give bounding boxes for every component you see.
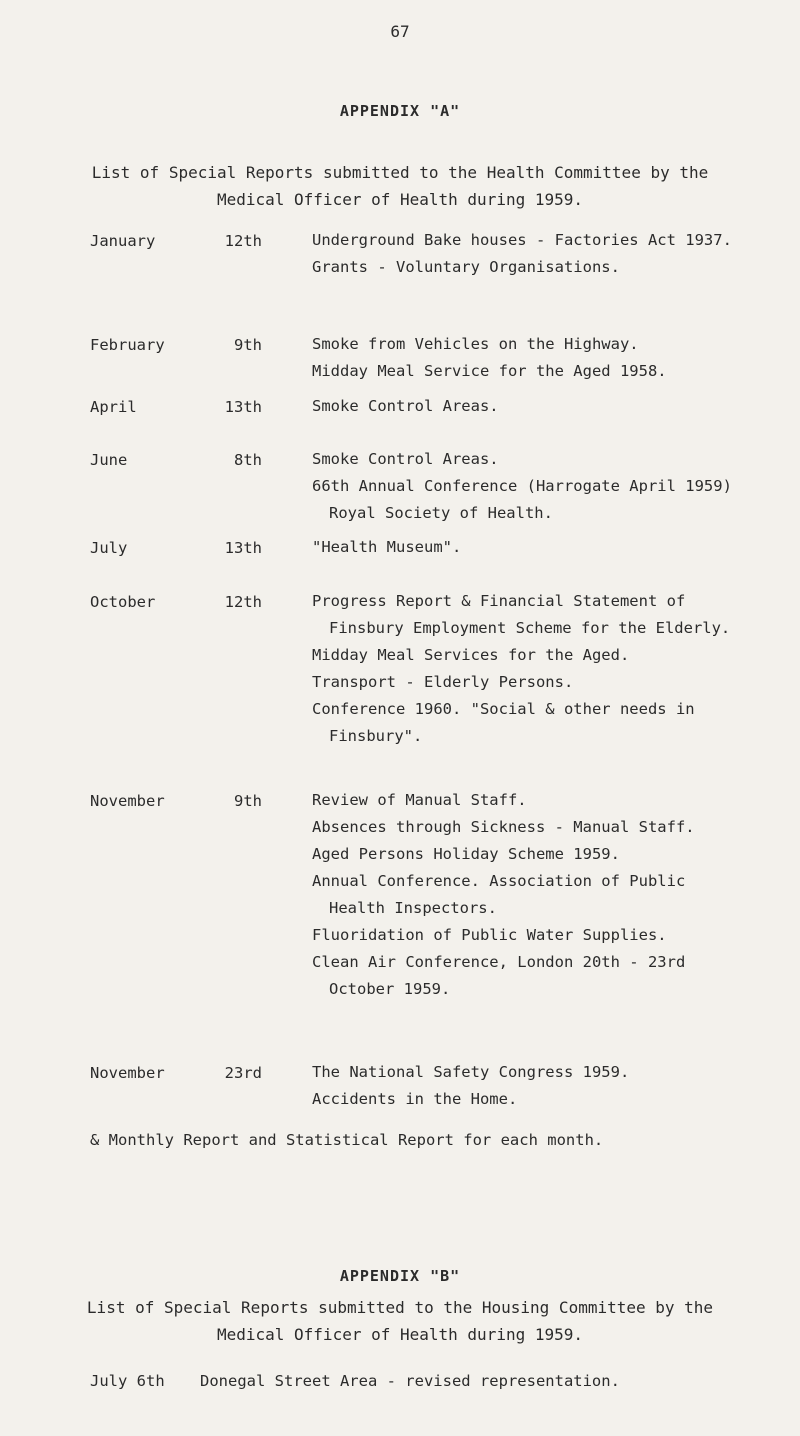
appendix-a-intro-line2: Medical Officer of Health during 1959. <box>216 190 584 209</box>
appendix-b-intro-line2: Medical Officer of Health during 1959. <box>216 1325 584 1344</box>
report-items <box>312 787 732 1003</box>
report-item: Annual Conference. Association of Public Health Inspectors. <box>312 872 686 917</box>
report-item: Midday Meal Services for the Aged. <box>312 646 630 664</box>
report-month: February <box>90 336 165 354</box>
appendix-a-title: APPENDIX "A" <box>339 102 461 120</box>
report-item: The National Safety Congress 1959. <box>312 1063 630 1081</box>
report-month: June <box>90 451 128 469</box>
report-day: 8th <box>234 451 262 469</box>
report-item: "Health Museum". <box>312 538 462 556</box>
appendix-b-title: APPENDIX "B" <box>339 1267 461 1285</box>
report-month: November <box>90 1064 165 1082</box>
report-item: Smoke from Vehicles on the Highway. <box>312 335 639 353</box>
report-day: 12th <box>224 232 262 250</box>
report-item: Underground Bake houses - Factories Act 1937. <box>312 231 732 249</box>
report-month: November <box>90 792 165 810</box>
report-item: Midday Meal Service for the Aged 1958. <box>312 362 667 380</box>
report-day: 13th <box>224 539 262 557</box>
report-item: Review of Manual Staff. <box>312 791 527 809</box>
report-item: Grants - Voluntary Organisations. <box>312 258 620 276</box>
page-number: 67 <box>390 22 410 41</box>
report-items <box>312 1059 732 1113</box>
report-day: 9th <box>234 336 262 354</box>
report-item: Progress Report & Financial Statement of Finsbury Employment Scheme for the Elderly. <box>312 592 731 637</box>
appendix-a-footer: & Monthly Report and Statistical Report for each month. <box>90 1131 604 1149</box>
report-items <box>312 588 732 750</box>
report-day: 9th <box>234 792 262 810</box>
appendix-b-entry-text: Donegal Street Area - revised representation. <box>200 1372 620 1390</box>
report-month: April <box>90 398 137 416</box>
appendix-b-entry-date: July 6th <box>90 1372 165 1390</box>
report-item: Smoke Control Areas. <box>312 397 499 415</box>
report-items <box>312 227 732 281</box>
report-item: Fluoridation of Public Water Supplies. <box>312 926 667 944</box>
appendix-b-intro <box>20 1294 780 1348</box>
report-items <box>312 393 732 420</box>
report-item: Absences through Sickness - Manual Staff. <box>312 818 695 836</box>
report-day: 13th <box>224 398 262 416</box>
appendix-a-intro <box>20 159 780 213</box>
appendix-a-intro-line1: List of Special Reports submitted to the Health Committee by the <box>91 163 709 182</box>
report-items <box>312 534 732 561</box>
report-item: Clean Air Conference, London 20th - 23rd October 1959. <box>312 953 686 998</box>
report-item: Accidents in the Home. <box>312 1090 518 1108</box>
report-items <box>312 446 732 527</box>
report-month: October <box>90 593 156 611</box>
report-month: January <box>90 232 156 250</box>
report-month: July <box>90 539 128 557</box>
report-item: Conference 1960. "Social & other needs in Finsbury". <box>312 700 695 745</box>
report-day: 12th <box>224 593 262 611</box>
report-day: 23rd <box>224 1064 262 1082</box>
report-items <box>312 331 732 385</box>
appendix-b-intro-line1: List of Special Reports submitted to the Housing Committee by the <box>86 1298 714 1317</box>
report-item: Smoke Control Areas. <box>312 450 499 468</box>
report-item: Transport - Elderly Persons. <box>312 673 574 691</box>
report-item: 66th Annual Conference (Harrogate April 1959) Royal Society of Health. <box>312 477 732 522</box>
report-item: Aged Persons Holiday Scheme 1959. <box>312 845 620 863</box>
